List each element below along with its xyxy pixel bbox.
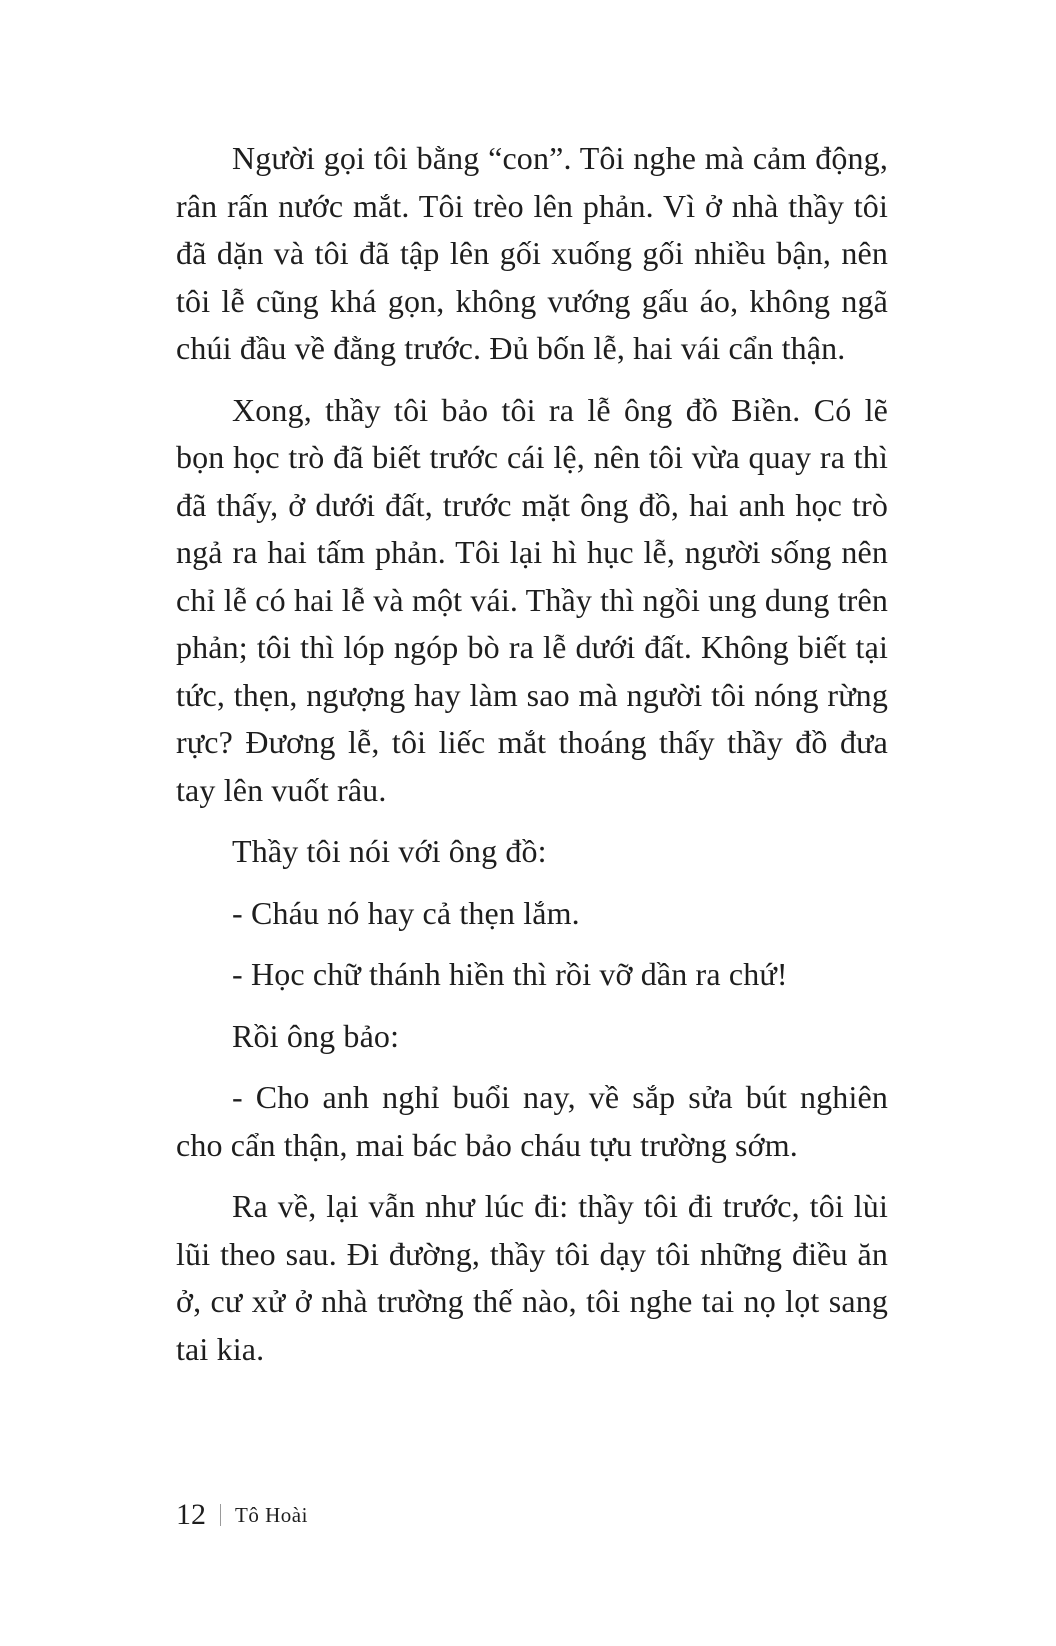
dialogue-line: - Học chữ thánh hiền thì rồi vỡ dần ra chứ! xyxy=(232,956,788,992)
paragraph: Người gọi tôi bằng “con”. Tôi nghe mà cảm động, rân rấn nước mắt. Tôi trèo lên phản. Vì ở nhà thầy tôi đã dặn và tôi đã tập lên gối xuống gối nhiều bận, nên tôi lễ cũng khá gọn, không vướng gấu áo, không ngã chúi đầu về đằng trước. Đủ bốn lễ, hai vái cẩn thận. xyxy=(176,140,888,366)
dialogue-line: - Cháu nó hay cả thẹn lắm. xyxy=(232,894,580,931)
page-body xyxy=(176,135,888,1387)
paragraph: Rồi ông bảo: xyxy=(232,1017,400,1054)
paragraph: Thầy tôi nói với ông đồ: xyxy=(232,833,547,869)
page-footer xyxy=(176,1498,308,1532)
page-number: 12 xyxy=(176,1498,206,1531)
dialogue-line: - Cho anh nghỉ buổi nay, về sắp sửa bút nghiên cho cẩn thận, mai bác bảo cháu tựu trường sớm. xyxy=(176,1079,888,1163)
author-name: Tô Hoài xyxy=(235,1503,308,1527)
paragraph: Ra về, lại vẫn như lúc đi: thầy tôi đi trước, tôi lùi lũi theo sau. Đi đường, thầy tôi dạy tôi những điều ăn ở, cư xử ở nhà trường thế nào, tôi nghe tai nọ lọt sang tai kia. xyxy=(176,1188,888,1367)
paragraph: Xong, thầy tôi bảo tôi ra lễ ông đồ Biền. Có lẽ bọn học trò đã biết trước cái lệ, nên tôi vừa quay ra thì đã thấy, ở dưới đất, trước mặt ông đồ, hai anh học trò ngả ra hai tấm phản. Tôi lại hì hục lễ, người sống nên chỉ lễ có hai lễ và một vái. Thầy thì ngồi ung dung trên phản; tôi thì lóp ngóp bò ra lễ dưới đất. Không biết tại tức, thẹn, ngượng hay làm sao mà người tôi nóng rừng rực? Đương lễ, tôi liếc mắt thoáng thấy thầy đồ đưa tay lên vuốt râu. xyxy=(176,391,888,808)
footer-divider xyxy=(220,1504,221,1526)
